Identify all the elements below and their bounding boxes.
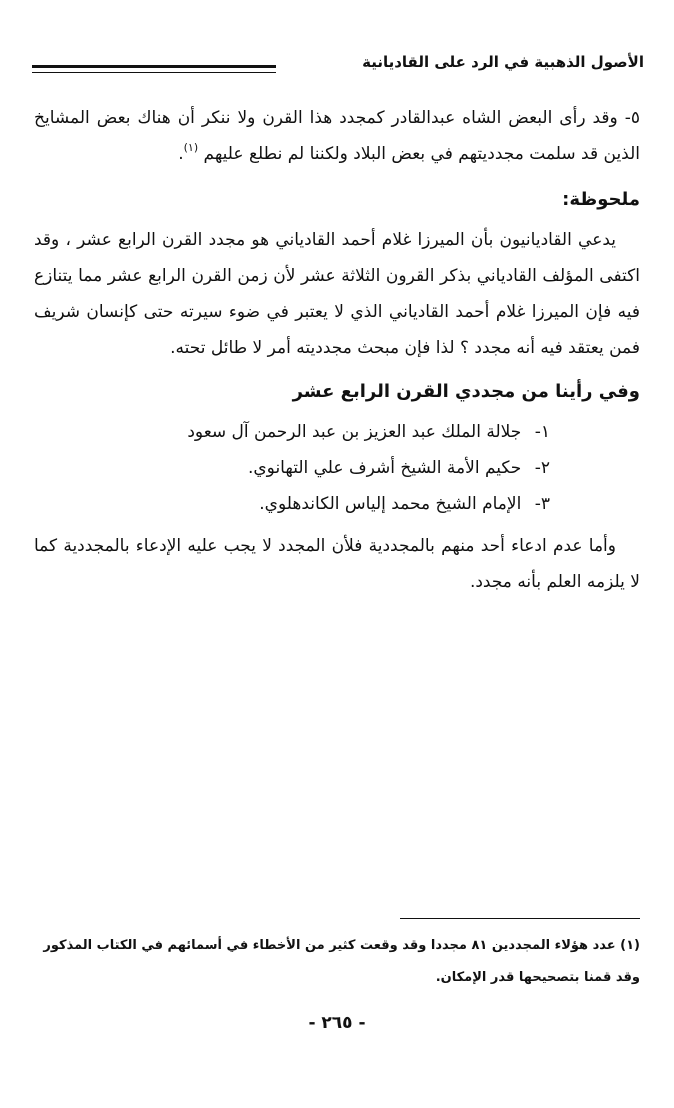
footnote-separator xyxy=(400,918,640,919)
closing-paragraph: وأما عدم ادعاء أحد منهم بالمجددية فلأن المجدد لا يجب عليه الإدعاء بالمجددية كما لا يلزمه العلم بأنه مجدد. xyxy=(34,536,640,592)
footnote-reference[interactable]: (١) xyxy=(183,141,199,154)
list-item-number: ٢- xyxy=(534,458,550,478)
running-header xyxy=(30,48,644,88)
note-heading: ملحوظة: xyxy=(562,189,640,210)
list-item-text: جلالة الملك عبد العزيز بن عبد الرحمن آل سعود xyxy=(187,422,522,442)
list-item-text: الإمام الشيخ محمد إلياس الكاندهلوي. xyxy=(259,494,522,514)
page-content xyxy=(34,100,640,608)
list-item-number: ١- xyxy=(534,422,550,442)
list-item xyxy=(34,450,640,486)
header-rule-thin xyxy=(32,72,276,73)
opinion-heading: وفي رأينا من مجددي القرن الرابع عشر xyxy=(292,381,640,402)
list-item-number: ٣- xyxy=(534,494,550,514)
reformers-list xyxy=(34,414,640,522)
list-item-text: حكيم الأمة الشيخ أشرف علي التهانوي. xyxy=(247,458,522,478)
footnote: (١) عدد هؤلاء المجددين ٨١ مجددا وقد وقعت كثير من الأخطاء في أسمائهم في الكتاب المذكور وقد قمنا بتصحيحها قدر الإمكان. xyxy=(43,938,640,985)
paragraph-5 xyxy=(34,100,640,174)
header-rule-thick xyxy=(32,65,276,68)
running-title: الأصول الذهبية في الرد على القاديانية xyxy=(362,53,644,71)
list-item xyxy=(34,414,640,450)
list-item xyxy=(34,486,640,522)
note-paragraph: يدعي القاديانيون بأن الميرزا غلام أحمد القادياني هو مجدد القرن الرابع عشر ، وقد اكتفى المؤلف القادياني بذكر القرون الثلاثة عشر لأن زمن القرن الرابع عشر مما يتنازع فيه فإن الميرزا غلام أحمد القادياني الذي لا يعتبر في ضوء سيرته حتى كإنسان شريف فمن يعتقد فيه أنه مجدد ؟ لذا فإن مبحث مجدديته أمر لا طائل تحته. xyxy=(34,230,640,358)
paragraph-5-text: ٥- وقد رأى البعض الشاه عبدالقادر كمجدد هذا القرن ولا ننكر أن هناك بعض المشايخ الذين قد سلمت مجدديتهم في بعض البلاد ولكننا لم نطلع عليهم xyxy=(34,108,640,164)
page-number: - ٢٦٥ - xyxy=(308,1013,366,1033)
paragraph-5-end: . xyxy=(178,144,184,164)
